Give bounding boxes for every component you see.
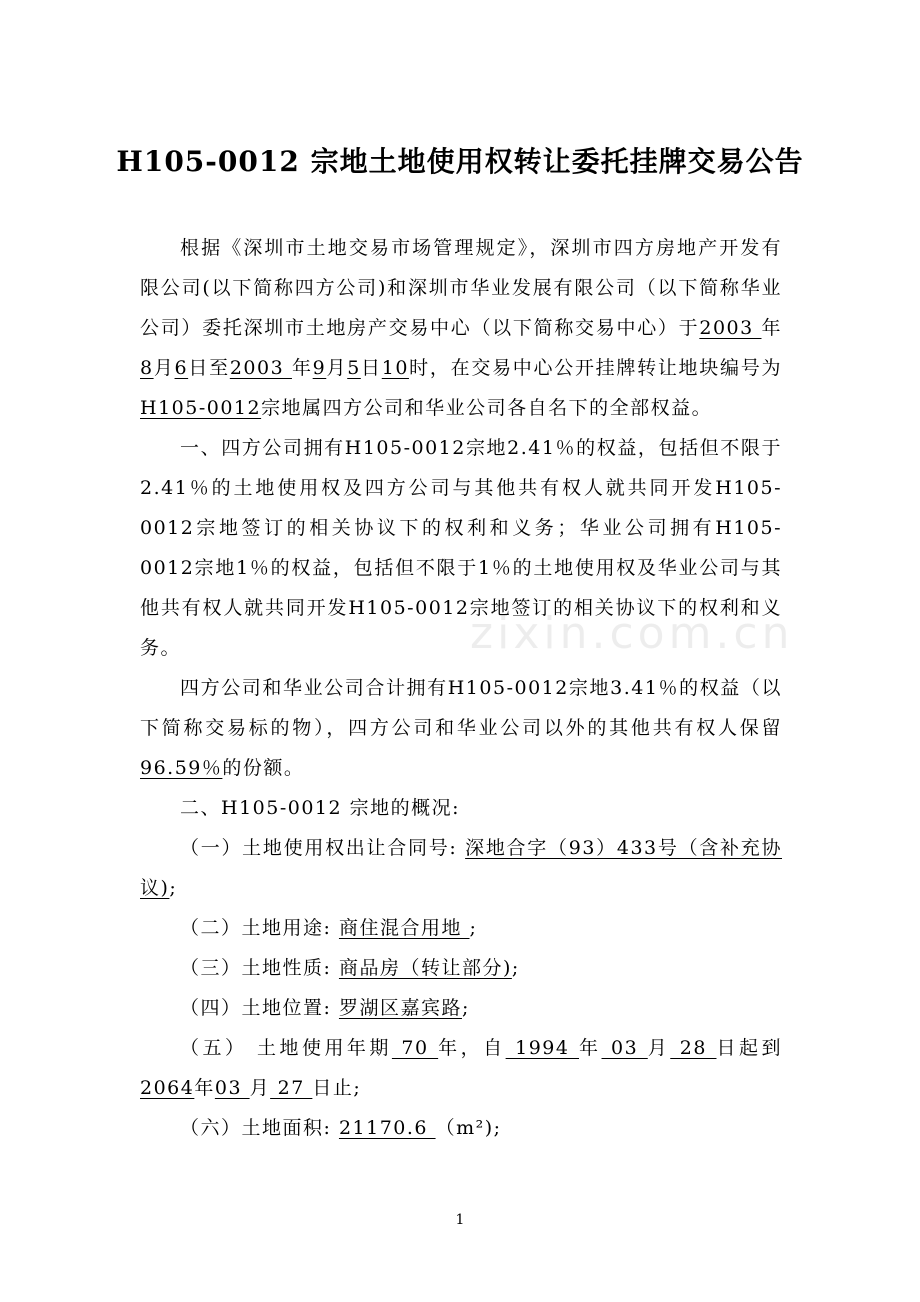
watermark: zixin.com.cn: [470, 608, 794, 659]
term-text: 月: [647, 1037, 671, 1059]
item-tail: ;: [169, 877, 178, 899]
document-body: [140, 228, 782, 1148]
item-land-term: [140, 1028, 782, 1108]
item-land-location: [140, 988, 782, 1028]
start-day: 6: [174, 357, 189, 379]
intro-text: 日至: [188, 357, 230, 379]
item-value: 深地合字（93）433号（含补充协议): [140, 837, 782, 899]
intro-text: 根据《深圳市土地交易市场管理规定》，深圳市四方房地产开发有限公司(以下简称四方公司)和深圳市华业发展有限公司（以下简称华业公司）委托深圳市土地房产交易中心（以下简称交易中心）于: [140, 237, 782, 339]
term-text: 日起到: [716, 1037, 782, 1059]
item-value: 罗湖区嘉宾路: [338, 997, 462, 1019]
item-label: （四）土地位置:: [180, 997, 339, 1019]
parcel-code: H105-0012: [140, 397, 262, 419]
paragraph-combined-interest: [140, 668, 782, 788]
page-number: 1: [455, 1212, 465, 1228]
section-two-heading: 二、H105-0012 宗地的概况:: [180, 797, 461, 819]
paragraph-section-one: 一、四方公司拥有H105-0012宗地2.41％的权益，包括但不限于2.41％的土地使用权及四方公司与其他共有权人就共同开发H105-0012宗地签订的相关协议下的权利和义务；华业公司拥有H105-0012宗地1％的权益，包括但不限于1％的土地使用权及华业公司与其他共有权人就共同开发H105-0012宗地签订的相关协议下的权利和义务。: [140, 437, 782, 659]
end-month: 9: [312, 357, 327, 379]
term-text: 月: [249, 1077, 271, 1099]
term-text: 年: [579, 1037, 602, 1059]
combined-text: 的份额。: [222, 757, 305, 779]
item-label: （三）土地性质:: [180, 957, 339, 979]
start-year: 2003: [699, 317, 762, 339]
item-tail: ;: [461, 997, 470, 1019]
item-land-nature: [140, 948, 782, 988]
paragraph-intro: [140, 228, 782, 428]
term-end-day: 27: [270, 1077, 313, 1099]
intro-text: 年: [761, 317, 782, 339]
term-end-year: 2064: [140, 1077, 195, 1099]
term-text: 年，自: [438, 1037, 506, 1059]
item-value: 商品房（转让部分): [338, 957, 512, 979]
end-hour: 10: [381, 357, 409, 379]
item-tail: ;: [469, 917, 478, 939]
item-tail: ;: [511, 957, 520, 979]
end-year: 2003: [229, 357, 292, 379]
retained-percentage: 96.59％: [140, 757, 223, 779]
term-years: 70: [391, 1037, 439, 1059]
intro-text: 时，在交易中心公开挂牌转让地块编号为: [408, 357, 782, 379]
item-land-use: [140, 908, 782, 948]
term-start-year: 1994: [505, 1037, 580, 1059]
document-title: H105-0012 宗地土地使用权转让委托挂牌交易公告: [116, 145, 804, 178]
combined-text: 四方公司和华业公司合计拥有H105-0012宗地3.41％的权益（以下简称交易标的物），四方公司和华业公司以外的其他共有权人保留: [140, 677, 782, 739]
area-unit: （m²);: [435, 1117, 502, 1139]
term-text: 日止;: [312, 1077, 362, 1099]
intro-text: 年: [291, 357, 313, 379]
intro-text: 日: [360, 357, 382, 379]
term-end-month: 03: [214, 1077, 250, 1099]
term-start-month: 03: [601, 1037, 648, 1059]
start-month: 8: [140, 357, 154, 379]
item-land-area: [140, 1108, 782, 1148]
end-day: 5: [347, 357, 361, 379]
item-label: （六）土地面积:: [180, 1117, 339, 1139]
item-label: （二）土地用途:: [180, 917, 339, 939]
term-start-day: 28: [670, 1037, 717, 1059]
intro-text: 宗地属四方公司和华业公司各自名下的全部权益。: [261, 397, 713, 419]
item-value: 商住混合用地: [338, 917, 470, 939]
term-text: （五） 土地使用年期: [180, 1037, 392, 1059]
term-text: 年: [194, 1077, 215, 1099]
intro-text: 月: [326, 357, 348, 379]
item-contract-number: [140, 828, 782, 908]
area-value: 21170.6: [338, 1117, 436, 1139]
item-label: （一）土地使用权出让合同号:: [180, 837, 466, 859]
intro-text: 月: [153, 357, 175, 379]
